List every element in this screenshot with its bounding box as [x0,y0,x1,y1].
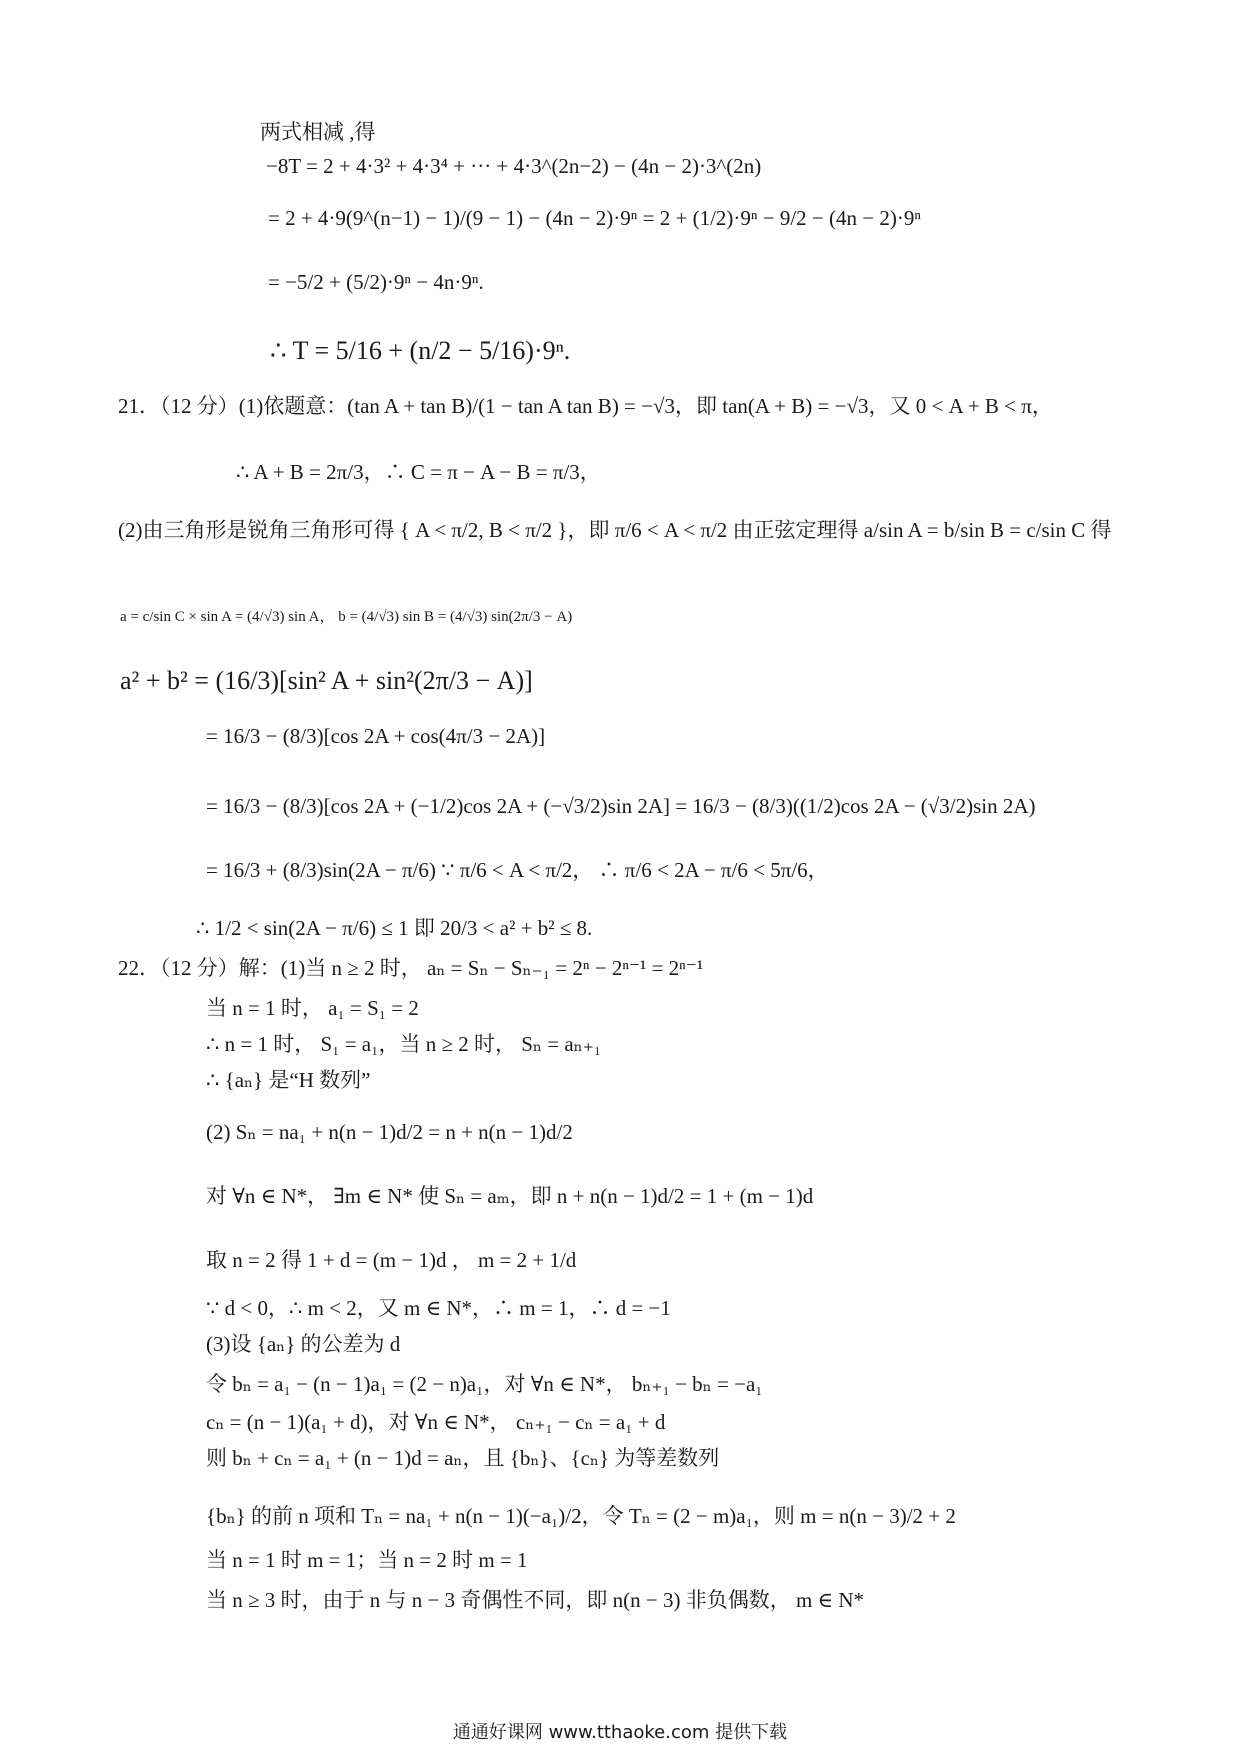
question-21-line: ∴ A + B = 2π/3，∴ C = π − A − B = π/3， [236,460,601,484]
question-21-line: a = c/sin C × sin A = (4/√3) sin A， b = (4/√3) sin B = (4/√3) sin(2π/3 − A) [120,609,573,625]
equation-line: a² + b² = (16/3)[sin² A + sin²(2π/3 − A)] [120,666,533,695]
equation-line: = −5/2 + (5/2)·9ⁿ − 4n·9ⁿ. [268,270,484,294]
question-22-line: {bₙ} 的前 n 项和 Tₙ = na₁ + n(n − 1)(−a₁)/2，令 Tₙ = (2 − m)a₁，则 m = n(n − 3)/2 + 2 [206,1504,956,1528]
question-22-line: 对 ∀n ∈ N*， ∃m ∈ N* 使 Sₙ = aₘ，即 n + n(n − 1)d/2 = 1 + (m − 1)d [206,1184,814,1208]
question-21-line: (2)由三角形是锐角三角形可得 { A < π/2, B < π/2 }，即 π/6 < A < π/2 由正弦定理得 a/sin A = b/sin B = c/sin C 得 [118,518,1112,542]
question-22-line: (3)设 {aₙ} 的公差为 d [206,1332,401,1356]
question-22-line: 令 bₙ = a₁ − (n − 1)a₁ = (2 − n)a₁，对 ∀n ∈ N*， bₙ₊₁ − bₙ = −a₁ [206,1372,763,1396]
question-22-line: ∴ {aₙ} 是“H 数列” [206,1068,371,1092]
equation-line: = 16/3 − (8/3)[cos 2A + cos(4π/3 − 2A)] [206,724,546,748]
equation-line: −8T = 2 + 4·3² + 4·3⁴ + ··· + 4·3^(2n−2) − (4n − 2)·3^(2n) [266,154,762,178]
question-21-line: 21．（12 分）(1)依题意：(tan A + tan B)/(1 − tan A tan B) = −√3，即 tan(A + B) = −√3，又 0 < A + B < π， [118,394,1053,418]
question-22-line: ∵ d < 0，∴ m < 2，又 m ∈ N*，∴ m = 1，∴ d = −1 [206,1296,671,1320]
page-footer: 通通好课网 www.tthaoke.com 提供下载 [452,1722,788,1743]
question-22-line: 22．（12 分）解：(1)当 n ≥ 2 时， aₙ = Sₙ − Sₙ₋₁ = 2ⁿ − 2ⁿ⁻¹ = 2ⁿ⁻¹ [118,956,704,980]
equation-line: = 16/3 + (8/3)sin(2A − π/6) ∵ π/6 < A < π/2， ∴ π/6 < 2A − π/6 < 5π/6， [206,858,829,882]
question-22-line: cₙ = (n − 1)(a₁ + d)，对 ∀n ∈ N*， cₙ₊₁ − cₙ = a₁ + d [206,1410,666,1434]
question-22-line: 当 n = 1 时 m = 1；当 n = 2 时 m = 1 [206,1548,528,1572]
question-22-line: 取 n = 2 得 1 + d = (m − 1)d ， m = 2 + 1/d [206,1248,577,1272]
equation-line: ∴ 1/2 < sin(2A − π/6) ≤ 1 即 20/3 < a² + b² ≤ 8. [196,916,593,940]
text-line: 两式相减 ,得 [260,120,376,144]
equation-line: ∴ T = 5/16 + (n/2 − 5/16)·9ⁿ. [270,336,571,365]
question-22-line: 当 n ≥ 3 时，由于 n 与 n − 3 奇偶性不同，即 n(n − 3) 非负偶数， m ∈ N* [206,1588,864,1612]
question-22-line: 则 bₙ + cₙ = a₁ + (n − 1)d = aₙ，且 {bₙ}、{cₙ} 为等差数列 [206,1446,720,1470]
equation-line: = 2 + 4·9(9^(n−1) − 1)/(9 − 1) − (4n − 2)·9ⁿ = 2 + (1/2)·9ⁿ − 9/2 − (4n − 2)·9ⁿ [268,206,921,230]
question-22-line: (2) Sₙ = na₁ + n(n − 1)d/2 = n + n(n − 1)d/2 [206,1120,573,1144]
equation-line: = 16/3 − (8/3)[cos 2A + (−1/2)cos 2A + (−√3/2)sin 2A] = 16/3 − (8/3)((1/2)cos 2A − (√3/2)sin 2A) [206,794,1036,818]
question-22-line: ∴ n = 1 时， S₁ = a₁，当 n ≥ 2 时， Sₙ = aₙ₊₁ [206,1032,602,1056]
question-22-line: 当 n = 1 时， a₁ = S₁ = 2 [206,996,419,1020]
